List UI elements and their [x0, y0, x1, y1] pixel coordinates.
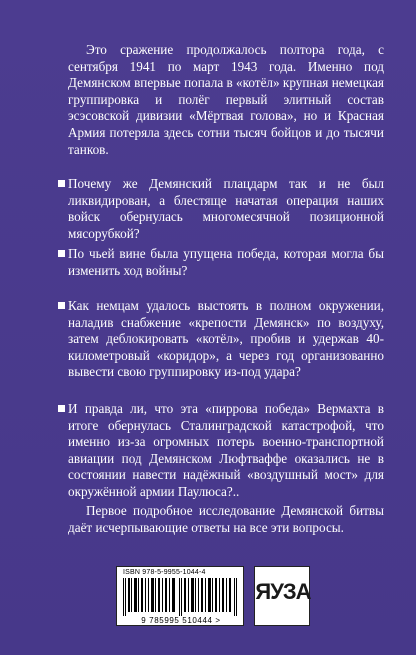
barcode-digits: 9 785995 510444 >	[141, 616, 221, 625]
question-item-1	[58, 176, 384, 242]
bullet-square-icon	[58, 250, 65, 257]
question-text-4: И правда ли, что эта «пиррова победа» Вермахта в итоге обернулась Сталинградской катастрофой, что именно из-за огромных потерь военно-транспортной авиации под Демянском Люфтваффе оказались не в состоянии навести надёжный «воздушный мост» для окружённой армии Паулюса?..	[68, 401, 384, 499]
bullet-square-icon	[58, 180, 65, 187]
barcode	[116, 566, 244, 626]
question-item-2	[58, 246, 384, 279]
question-text-2: По чьей вине была упущена победа, которая могла бы изменить ход войны?	[68, 246, 384, 278]
bullet-square-icon	[58, 405, 65, 412]
question-text-3: Как немцам удалось выстоять в полном окружении, наладив снабжение «крепости Демянск» по воздуху, затем деблокировать «котёл», пробив и удержав 40-километровый «коридор», а через год организованно вывести свою группировку из-под удара?	[68, 298, 384, 380]
publisher-logo-text: ЯУЗА	[255, 579, 311, 604]
publisher-logo	[254, 566, 310, 626]
question-text-1: Почему же Демянский плацдарм так и не был ликвидирован, а блестяще начатая операция наших войск обернулась многомесячной позиционной мясорубкой?	[68, 176, 384, 241]
barcode-bars	[123, 578, 239, 616]
intro-paragraph: Это сражение продолжалось полтора года, с сентября 1941 по март 1943 года. Именно под Демянском впервые попала в «котёл» крупная немецкая группировка и полёг первый элитный состав эсэсовской дивизии «Мёртвая голова», но и Красная Армия потеряла здесь сотни тысяч бойцов и до тысячи танков.	[68, 42, 384, 157]
question-item-3	[58, 298, 384, 381]
question-item-4	[58, 401, 384, 501]
outro-paragraph: Первое подробное исследование Демянской битвы даёт исчерпывающие ответы на все эти вопросы.	[68, 503, 384, 535]
bullet-square-icon	[58, 302, 65, 309]
isbn-label: ISBN 978-5-9955-1044-4	[123, 569, 206, 576]
